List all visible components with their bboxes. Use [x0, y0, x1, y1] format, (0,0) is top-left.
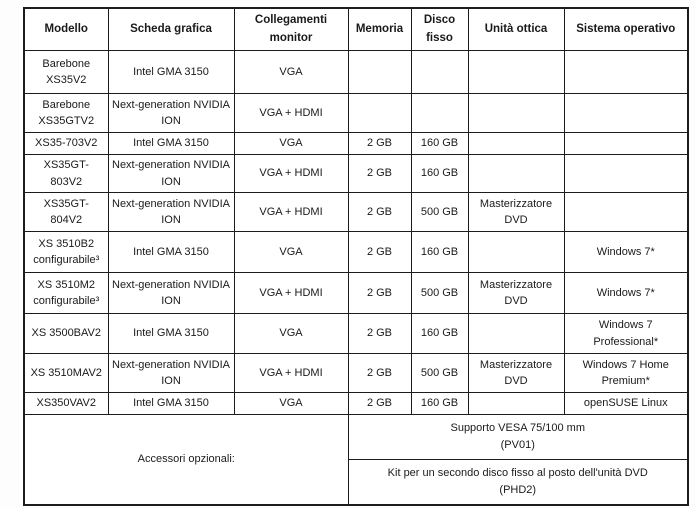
cell-sistema-operativo	[564, 94, 688, 133]
cell-sistema-operativo	[564, 51, 688, 94]
cell-disco-fisso: 500 GB	[411, 193, 468, 232]
cell-scheda-grafica: Next-generation NVIDIA ION	[108, 94, 234, 133]
cell-collegamenti-monitor: VGA	[234, 314, 348, 354]
cell-memoria: 2 GB	[348, 393, 411, 415]
column-header-sistema-operativo: Sistema operativo	[564, 8, 688, 51]
column-header-scheda-grafica: Scheda grafica	[108, 8, 234, 51]
cell-collegamenti-monitor: VGA	[234, 133, 348, 155]
cell-sistema-operativo: openSUSE Linux	[564, 393, 688, 415]
cell-unita-ottica	[468, 155, 564, 193]
table-row	[24, 193, 688, 232]
cell-collegamenti-monitor: VGA	[234, 232, 348, 273]
column-header-memoria: Memoria	[348, 8, 411, 51]
cell-sistema-operativo: Windows 7 Professional*	[564, 314, 688, 354]
table-row	[24, 354, 688, 393]
accessory-option-vesa	[348, 414, 688, 459]
cell-memoria	[348, 94, 411, 133]
table-row	[24, 155, 688, 193]
product-spec-table	[23, 7, 689, 506]
cell-collegamenti-monitor: VGA + HDMI	[234, 193, 348, 232]
cell-disco-fisso: 160 GB	[411, 232, 468, 273]
cell-disco-fisso: 500 GB	[411, 354, 468, 393]
cell-disco-fisso: 160 GB	[411, 393, 468, 415]
table-footer	[24, 414, 688, 505]
cell-unita-ottica	[468, 393, 564, 415]
table-row	[24, 232, 688, 273]
table-row	[24, 133, 688, 155]
cell-unita-ottica	[468, 232, 564, 273]
cell-disco-fisso: 160 GB	[411, 155, 468, 193]
table-row	[24, 314, 688, 354]
cell-scheda-grafica: Intel GMA 3150	[108, 393, 234, 415]
cell-unita-ottica	[468, 51, 564, 94]
cell-disco-fisso	[411, 51, 468, 94]
cell-modello: Barebone XS35GTV2	[24, 94, 108, 133]
cell-sistema-operativo: Windows 7 Home Premium*	[564, 354, 688, 393]
cell-sistema-operativo	[564, 193, 688, 232]
cell-collegamenti-monitor: VGA + HDMI	[234, 354, 348, 393]
table-row	[24, 51, 688, 94]
cell-memoria: 2 GB	[348, 354, 411, 393]
cell-memoria	[348, 51, 411, 94]
cell-memoria: 2 GB	[348, 155, 411, 193]
cell-unita-ottica	[468, 94, 564, 133]
cell-modello: XS350VAV2	[24, 393, 108, 415]
footer-row	[24, 414, 688, 459]
column-header-unita-ottica: Unità ottica	[468, 8, 564, 51]
cell-scheda-grafica: Next-generation NVIDIA ION	[108, 273, 234, 314]
cell-unita-ottica: Masterizzatore DVD	[468, 193, 564, 232]
cell-memoria: 2 GB	[348, 314, 411, 354]
column-header-modello: Modello	[24, 8, 108, 51]
cell-disco-fisso: 160 GB	[411, 133, 468, 155]
accessory-option-hdd-kit	[348, 459, 688, 505]
table-row	[24, 94, 688, 133]
accessory-name: Supporto VESA 75/100 mm	[450, 422, 586, 434]
cell-modello: XS35-703V2	[24, 133, 108, 155]
cell-scheda-grafica: Next-generation NVIDIA ION	[108, 354, 234, 393]
cell-sistema-operativo	[564, 133, 688, 155]
cell-scheda-grafica: Intel GMA 3150	[108, 232, 234, 273]
cell-scheda-grafica: Intel GMA 3150	[108, 133, 234, 155]
cell-scheda-grafica: Next-generation NVIDIA ION	[108, 193, 234, 232]
cell-disco-fisso: 500 GB	[411, 273, 468, 314]
cell-modello: XS35GT-803V2	[24, 155, 108, 193]
cell-memoria: 2 GB	[348, 133, 411, 155]
cell-modello: Barebone XS35V2	[24, 51, 108, 94]
cell-scheda-grafica: Intel GMA 3150	[108, 51, 234, 94]
column-header-collegamenti-monitor: Collegamenti monitor	[234, 8, 348, 51]
cell-collegamenti-monitor: VGA + HDMI	[234, 155, 348, 193]
cell-memoria: 2 GB	[348, 193, 411, 232]
accessory-code: (PHD2)	[499, 483, 537, 496]
cell-collegamenti-monitor: VGA	[234, 51, 348, 94]
cell-modello: XS 3510B2 configurabile³	[24, 232, 108, 273]
cell-sistema-operativo: Windows 7*	[564, 232, 688, 273]
cell-collegamenti-monitor: VGA + HDMI	[234, 273, 348, 314]
cell-modello: XS35GT-804V2	[24, 193, 108, 232]
cell-modello: XS 3510M2 configurabile³	[24, 273, 108, 314]
cell-disco-fisso: 160 GB	[411, 314, 468, 354]
cell-sistema-operativo: Windows 7*	[564, 273, 688, 314]
cell-scheda-grafica: Intel GMA 3150	[108, 314, 234, 354]
cell-collegamenti-monitor: VGA + HDMI	[234, 94, 348, 133]
cell-scheda-grafica: Next-generation NVIDIA ION	[108, 155, 234, 193]
cell-modello: XS 3500BAV2	[24, 314, 108, 354]
table-body	[24, 51, 688, 415]
accessory-name: Kit per un secondo disco fisso al posto dell'unità DVD	[387, 467, 648, 479]
cell-collegamenti-monitor: VGA	[234, 393, 348, 415]
cell-modello: XS 3510MAV2	[24, 354, 108, 393]
cell-memoria: 2 GB	[348, 232, 411, 273]
cell-unita-ottica: Masterizzatore DVD	[468, 354, 564, 393]
cell-disco-fisso	[411, 94, 468, 133]
table-row	[24, 273, 688, 314]
accessory-code: (PV01)	[500, 438, 535, 451]
column-header-disco-fisso: Disco fisso	[411, 8, 468, 51]
cell-sistema-operativo	[564, 155, 688, 193]
cell-memoria: 2 GB	[348, 273, 411, 314]
table-header-row	[24, 8, 688, 51]
table-row	[24, 393, 688, 415]
cell-unita-ottica	[468, 133, 564, 155]
accessories-label: Accessori opzionali:	[24, 414, 348, 505]
cell-unita-ottica	[468, 314, 564, 354]
cell-unita-ottica: Masterizzatore DVD	[468, 273, 564, 314]
